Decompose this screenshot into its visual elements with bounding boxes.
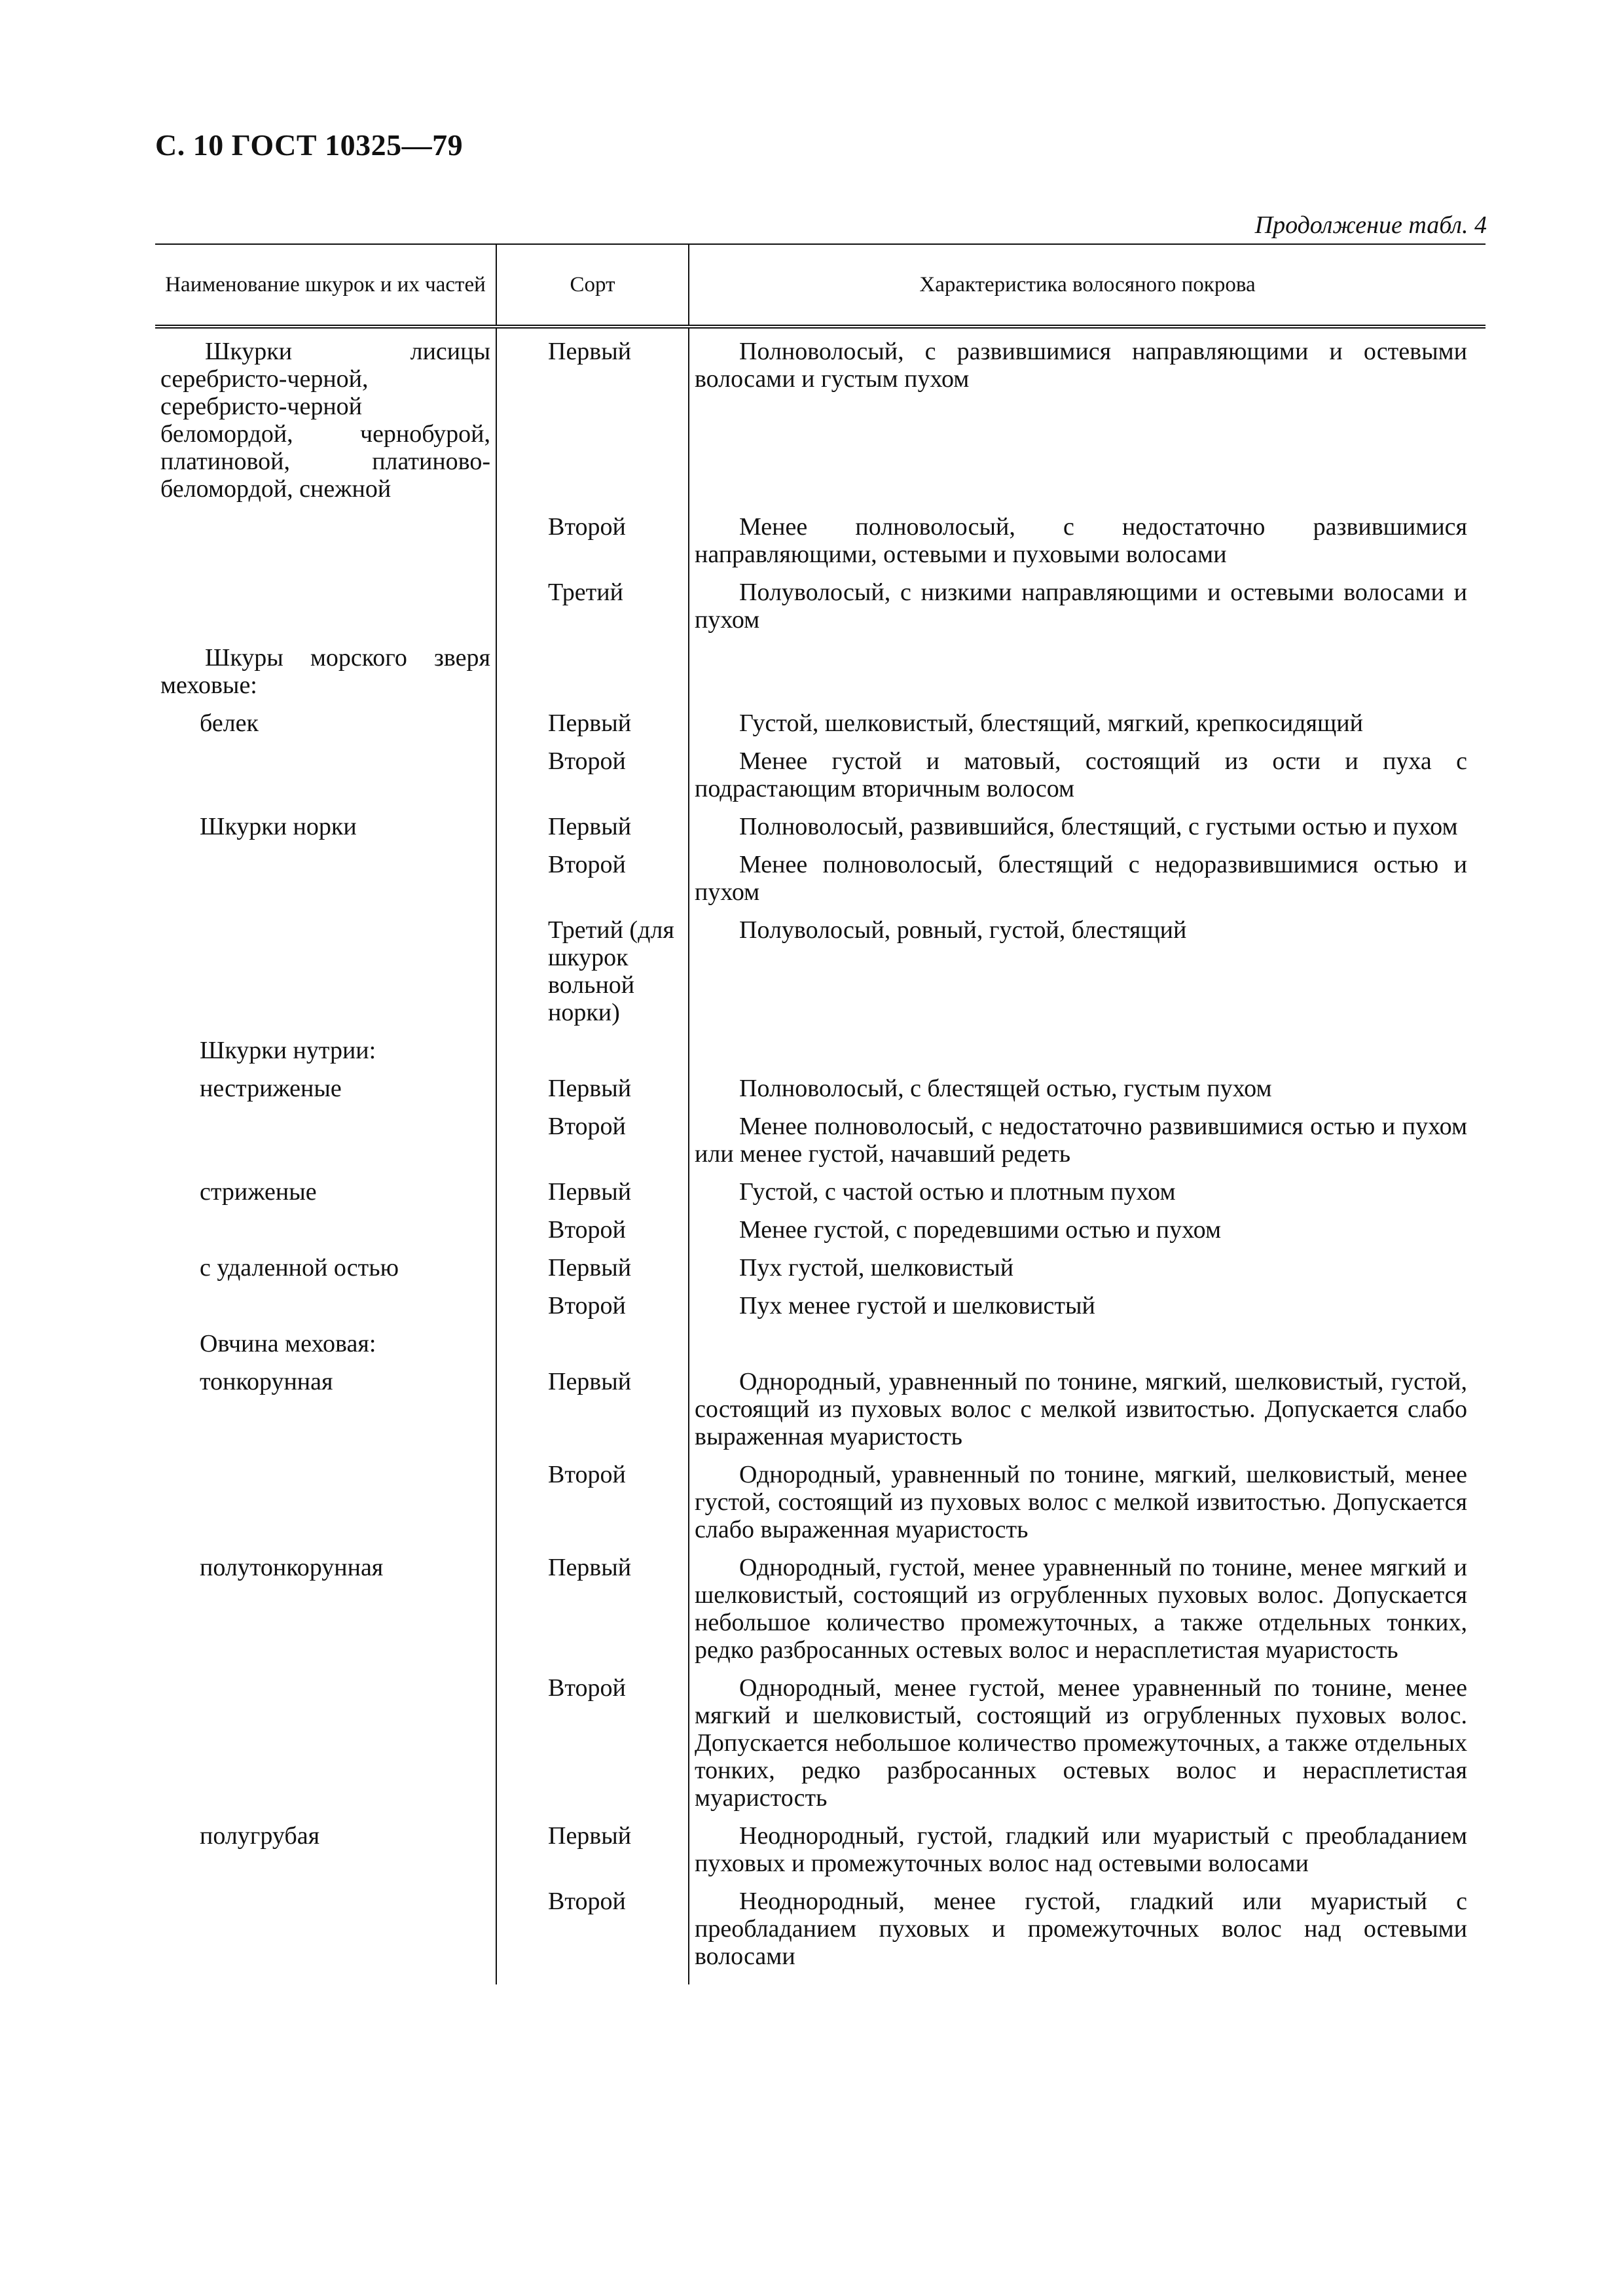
row-description-cell: Полноволосый, с развившимися направляющими и остевыми волосами и густым пухом	[689, 327, 1486, 513]
row-name-cell	[155, 916, 496, 1037]
row-description-cell: Полноволосый, развившийся, блестящий, с густыми остью и пухом	[689, 813, 1486, 851]
table-row	[155, 1037, 1486, 1075]
row-grade-cell: Первый	[496, 1554, 689, 1674]
row-description-cell: Густой, шелковистый, блестящий, мягкий, крепкосидящий	[689, 709, 1486, 747]
column-header-grade: Сорт	[496, 244, 689, 327]
row-description-cell	[689, 1330, 1486, 1368]
row-name-cell: с удаленной остью	[200, 1254, 399, 1282]
column-header-name: Наименование шкурок и их частей	[155, 244, 496, 327]
row-grade-cell: Второй	[496, 513, 689, 579]
row-description-cell: Неоднородный, густой, гладкий или муаристый с преобладанием пуховых и промежуточных волос над остевыми волосами	[689, 1822, 1486, 1888]
row-grade-cell: Первый	[496, 1822, 689, 1888]
table-row	[155, 851, 1486, 916]
row-grade-cell	[496, 644, 689, 709]
row-description-cell: Однородный, уравненный по тонине, мягкий, шелковистый, густой, состоящий из пуховых волос с мелкой извитостью. Допускается слабо выраженная муаристость	[689, 1368, 1486, 1461]
row-description-cell: Однородный, менее густой, менее уравненный по тонине, менее мягкий и шелковистый, состоящий из огрубленных пуховых волос. Допускается небольшое количество промежуточных, а также отдельных тонких, редко разбросанных остевых волос и нерасплетистая муаристость	[689, 1674, 1486, 1822]
row-grade-cell: Первый	[496, 327, 689, 513]
row-description-cell	[689, 644, 1486, 709]
row-description-cell: Менее густой и матовый, состоящий из ости и пуха с подрастающим вторичным волосом	[689, 747, 1486, 813]
row-description-cell: Менее полноволосый, блестящий с недоразвившимися остью и пухом	[689, 851, 1486, 916]
row-description-cell: Менее полноволосый, с недостаточно развившимися остью и пухом или менее густой, начавший редеть	[689, 1113, 1486, 1178]
row-description-cell: Неоднородный, менее густой, гладкий или муаристый с преобладанием пуховых и промежуточных волос над остевыми волосами	[689, 1888, 1486, 1984]
table-row	[155, 1888, 1486, 1984]
row-name-cell	[155, 579, 496, 644]
table-row	[155, 1674, 1486, 1822]
row-name-cell: полутонкорунная	[200, 1554, 384, 1581]
row-name-cell	[155, 1674, 496, 1822]
table-row	[155, 916, 1486, 1037]
table-row	[155, 513, 1486, 579]
row-description-cell: Менее густой, с поредевшими остью и пухом	[689, 1216, 1486, 1254]
page-title: С. 10 ГОСТ 10325—79	[155, 128, 464, 162]
row-description-cell: Менее полноволосый, с недостаточно развившимися направляющими, остевыми и пуховыми волосами	[689, 513, 1486, 579]
row-grade-cell: Третий (для шкурок вольной норки)	[496, 916, 689, 1037]
row-name-cell: стриженые	[200, 1178, 317, 1206]
row-description-cell: Однородный, густой, менее уравненный по тонине, менее мягкий и шелковистый, состоящий из огрубленных пуховых волос. Допускается небольшое количество промежуточных, а также отдельных тонких, редко разбросанных остевых волос и нерасплетистая муаристость	[689, 1554, 1486, 1674]
row-name-cell: полугрубая	[200, 1822, 320, 1850]
row-name-cell: Шкурки лисицы серебристо-черной, серебристо-черной беломордой, чернобурой, платиновой, платиново-беломордой, снежной	[160, 338, 490, 503]
table-row	[155, 1292, 1486, 1330]
row-name-cell	[155, 1292, 496, 1330]
row-description-cell: Однородный, уравненный по тонине, мягкий, шелковистый, менее густой, состоящий из пуховых волос с мелкой извитостью. Допускается слабо выраженная муаристость	[689, 1461, 1486, 1554]
row-description-cell: Пух менее густой и шелковистый	[689, 1292, 1486, 1330]
table-row	[155, 1178, 1486, 1216]
row-name-cell: Шкурки норки	[200, 813, 357, 840]
row-grade-cell: Второй	[496, 747, 689, 813]
row-name-cell	[155, 1113, 496, 1178]
table-row	[155, 1254, 1486, 1292]
table-row	[155, 1368, 1486, 1461]
row-description-cell: Пух густой, шелковистый	[689, 1254, 1486, 1292]
row-description-cell	[689, 1037, 1486, 1075]
row-grade-cell: Первый	[496, 709, 689, 747]
table-header-row	[155, 244, 1486, 327]
row-name-cell	[155, 1216, 496, 1254]
table-row	[155, 1554, 1486, 1674]
row-description-cell: Полуволосый, ровный, густой, блестящий	[689, 916, 1486, 1037]
table-row	[155, 747, 1486, 813]
row-grade-cell: Второй	[496, 1888, 689, 1984]
column-header-description: Характеристика волосяного покрова	[689, 244, 1486, 327]
row-description-cell: Полуволосый, с низкими направляющими и остевыми волосами и пухом	[689, 579, 1486, 644]
row-name-cell: нестриженые	[200, 1075, 342, 1102]
row-name-cell	[155, 1888, 496, 1984]
table-row	[155, 579, 1486, 644]
hair-cover-table	[155, 243, 1486, 1984]
row-grade-cell: Первый	[496, 813, 689, 851]
row-grade-cell: Первый	[496, 1178, 689, 1216]
row-name-cell: белек	[200, 709, 259, 737]
table-row	[155, 813, 1486, 851]
row-description-cell: Густой, с частой остью и плотным пухом	[689, 1178, 1486, 1216]
row-grade-cell: Второй	[496, 1113, 689, 1178]
row-name-cell	[155, 851, 496, 916]
row-name-cell	[155, 747, 496, 813]
row-grade-cell: Третий	[496, 579, 689, 644]
table-row	[155, 1461, 1486, 1554]
table-continuation-note: Продолжение табл. 4	[1254, 211, 1487, 239]
row-name-cell: Шкурки нутрии:	[200, 1037, 376, 1064]
row-name-cell: Овчина меховая:	[200, 1330, 376, 1357]
table-row	[155, 1330, 1486, 1368]
row-description-cell: Полноволосый, с блестящей остью, густым пухом	[689, 1075, 1486, 1113]
table-row	[155, 1216, 1486, 1254]
row-grade-cell: Второй	[496, 1461, 689, 1554]
row-grade-cell	[496, 1330, 689, 1368]
row-name-cell	[155, 513, 496, 579]
row-name-cell: Шкуры морского зверя меховые:	[160, 644, 490, 699]
row-grade-cell: Второй	[496, 1674, 689, 1822]
row-grade-cell: Первый	[496, 1368, 689, 1461]
row-grade-cell: Первый	[496, 1254, 689, 1292]
table-row	[155, 1075, 1486, 1113]
table-row	[155, 1822, 1486, 1888]
row-grade-cell	[496, 1037, 689, 1075]
table-row	[155, 1113, 1486, 1178]
row-grade-cell: Второй	[496, 1292, 689, 1330]
table-row	[155, 327, 1486, 513]
table-row	[155, 709, 1486, 747]
row-name-cell	[155, 1461, 496, 1554]
grade-table	[155, 243, 1486, 1984]
row-grade-cell: Второй	[496, 1216, 689, 1254]
row-name-cell: тонкорунная	[200, 1368, 333, 1395]
row-grade-cell: Второй	[496, 851, 689, 916]
row-grade-cell: Первый	[496, 1075, 689, 1113]
table-row	[155, 644, 1486, 709]
